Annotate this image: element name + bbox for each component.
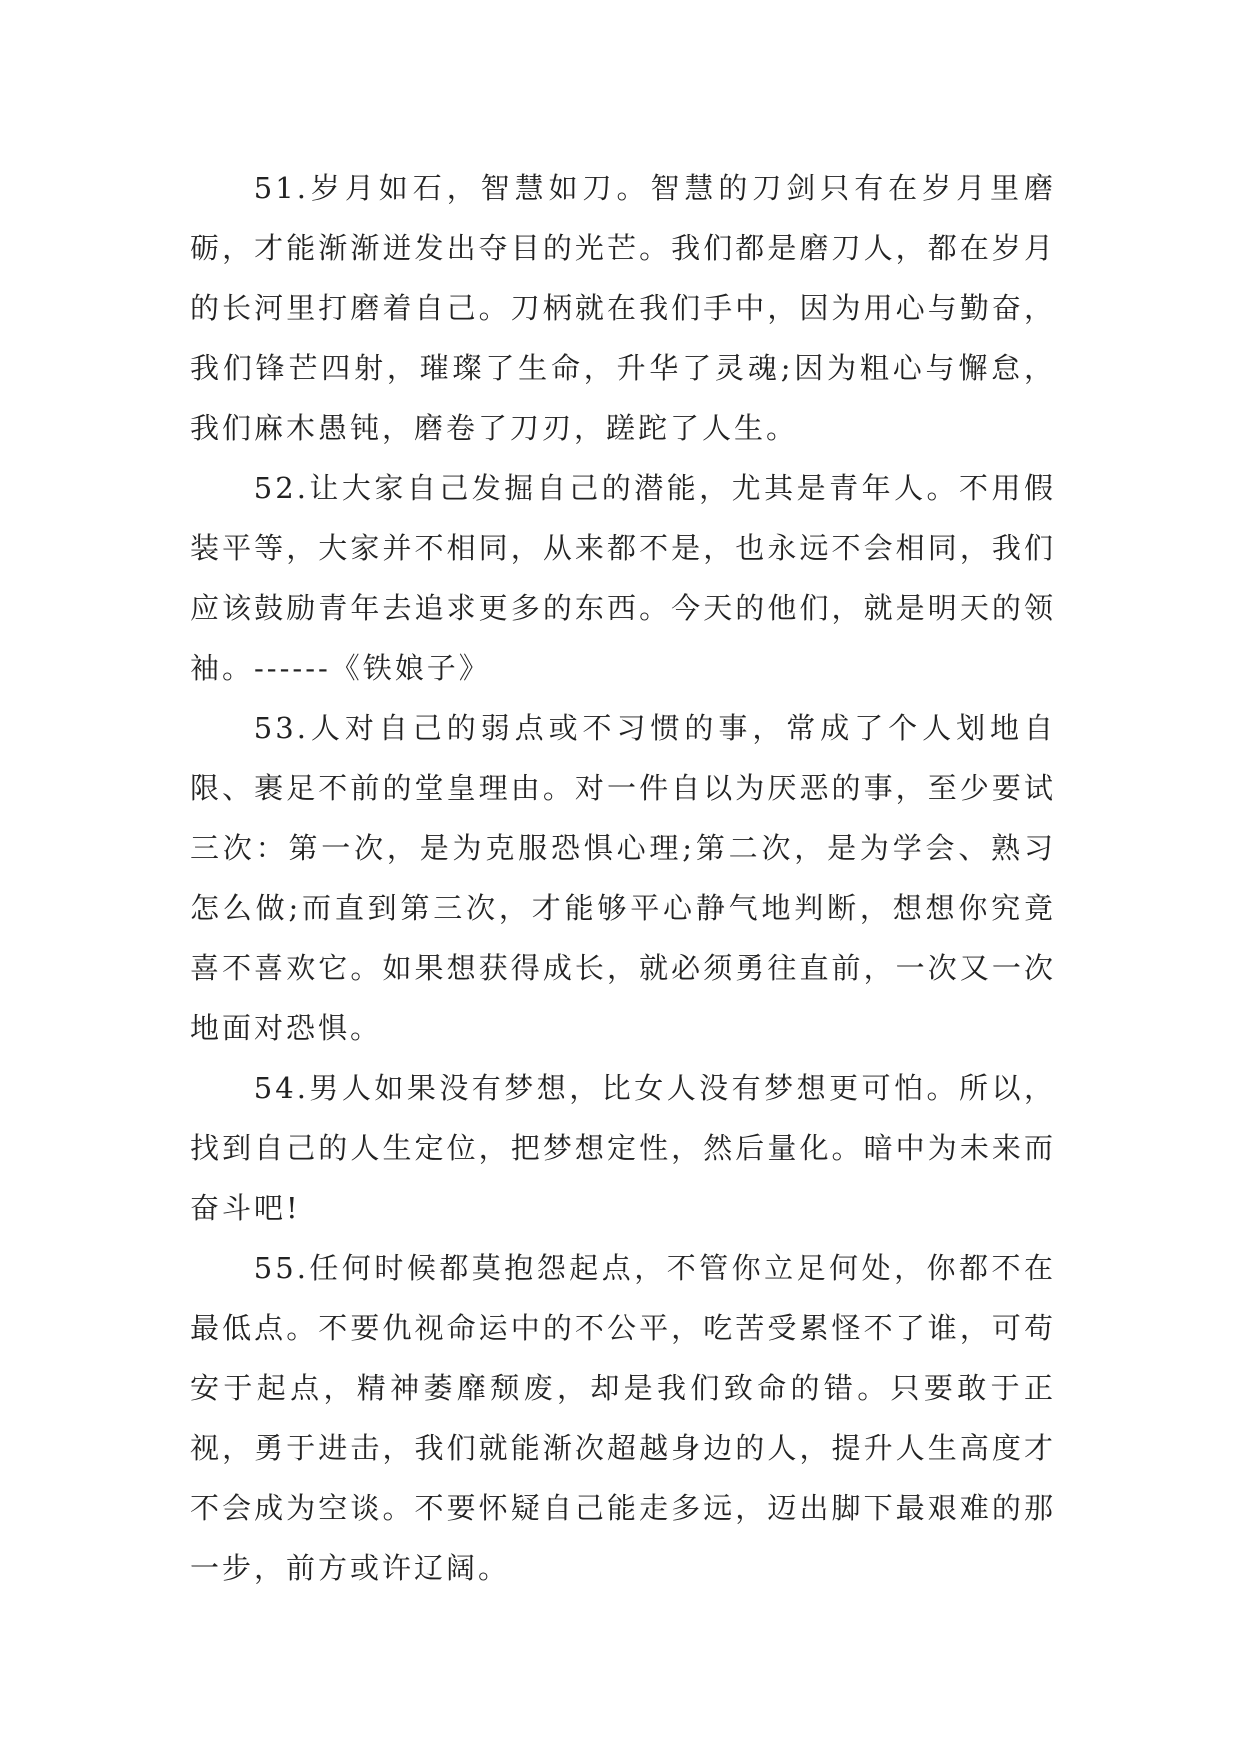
document-body <box>190 158 1056 1598</box>
paragraph-52: 52.让大家自己发掘自己的潜能，尤其是青年人。不用假装平等，大家并不相同，从来都不是，也永远不会相同，我们应该鼓励青年去追求更多的东西。今天的他们，就是明天的领袖。------《铁娘子》 <box>190 471 1056 685</box>
paragraph-54: 54.男人如果没有梦想，比女人没有梦想更可怕。所以，找到自己的人生定位，把梦想定性，然后量化。暗中为未来而奋斗吧! <box>190 1071 1056 1225</box>
paragraph-55: 55.任何时候都莫抱怨起点，不管你立足何处，你都不在最低点。不要仇视命运中的不公平，吃苦受累怪不了谁，可苟安于起点，精神萎靡颓废，却是我们致命的错。只要敢于正视，勇于进击，我们就能渐次超越身边的人，提升人生高度才不会成为空谈。不要怀疑自己能走多远，迈出脚下最艰难的那一步，前方或许辽阔。 <box>190 1251 1056 1585</box>
paragraph-51: 51.岁月如石，智慧如刀。智慧的刀剑只有在岁月里磨砺，才能渐渐迸发出夺目的光芒。我们都是磨刀人，都在岁月的长河里打磨着自己。刀柄就在我们手中，因为用心与勤奋，我们锋芒四射，璀璨了生命，升华了灵魂;因为粗心与懈怠，我们麻木愚钝，磨卷了刀刃，蹉跎了人生。 <box>190 171 1056 445</box>
paragraph-53: 53.人对自己的弱点或不习惯的事，常成了个人划地自限、裹足不前的堂皇理由。对一件自以为厌恶的事，至少要试三次：第一次，是为克服恐惧心理;第二次，是为学会、熟习怎么做;而直到第三次，才能够平心静气地判断，想想你究竟喜不喜欢它。如果想获得成长，就必须勇往直前，一次又一次地面对恐惧。 <box>190 711 1056 1045</box>
